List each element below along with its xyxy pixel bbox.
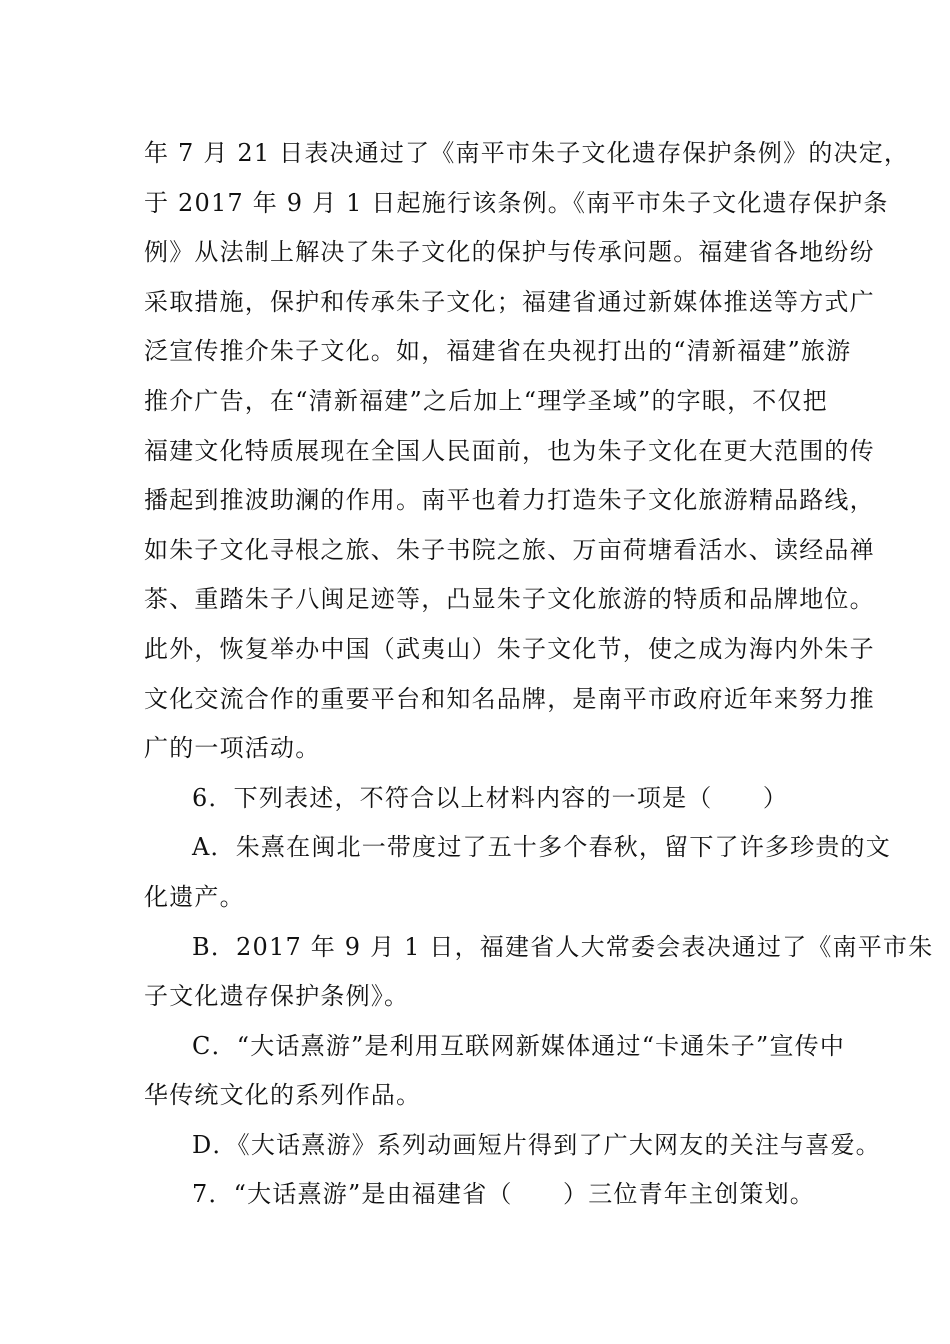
option-c-continued: 华传统文化的系列作品。 <box>144 1081 422 1110</box>
option-c: C．“大话熹游”是利用互联网新媒体通过“卡通朱子”宣传中 <box>192 1031 846 1060</box>
passage-line: 如朱子文化寻根之旅、朱子书院之旅、万亩荷塘看活水、读经品禅 <box>144 535 875 564</box>
question-6-stem: 6．下列表述，不符合以上材料内容的一项是（ ） <box>192 783 789 812</box>
passage-line: 广的一项活动。 <box>144 734 321 763</box>
option-a-continued: 化遗产。 <box>144 882 245 911</box>
option-d: D．《大话熹游》系列动画短片得到了广大网友的关注与喜爱。 <box>192 1130 881 1159</box>
passage-line: 文化交流合作的重要平台和知名品牌，是南平市政府近年来努力推 <box>144 684 875 713</box>
passage-line: 此外，恢复举办中国（武夷山）朱子文化节，使之成为海内外朱子 <box>144 634 875 663</box>
passage-line: 于 2017 年 9 月 1 日起施行该条例。《南平市朱子文化遗存保护条 <box>144 188 889 217</box>
document-content <box>144 129 934 1220</box>
passage-line: 福建文化特质展现在全国人民面前，也为朱子文化在更大范围的传 <box>144 436 875 465</box>
passage-line: 播起到推波助澜的作用。南平也着力打造朱子文化旅游精品路线， <box>144 486 875 515</box>
option-a: A．朱熹在闽北一带度过了五十多个春秋，留下了许多珍贵的文 <box>192 833 891 862</box>
passage-line: 年 7 月 21 日表决通过了《南平市朱子文化遗存保护条例》的决定， <box>144 139 910 167</box>
question-6 <box>144 774 934 1171</box>
passage-line: 采取措施，保护和传承朱子文化；福建省通过新媒体推送等方式广 <box>144 287 875 316</box>
passage-line: 例》从法制上解决了朱子文化的保护与传承问题。福建省各地纷纷 <box>144 238 875 267</box>
question-7-stem: 7．“大话熹游”是由福建省（ ）三位青年主创策划。 <box>192 1180 816 1209</box>
option-b-continued: 子文化遗存保护条例》。 <box>144 982 410 1011</box>
passage-line: 推介广告，在“清新福建”之后加上“理学圣域”的字眼，不仅把 <box>144 386 828 415</box>
question-7 <box>144 1170 816 1220</box>
option-b: B．2017 年 9 月 1 日，福建省人大常委会表决通过了《南平市朱 <box>192 932 934 961</box>
passage-line: 茶、重踏朱子八闽足迹等，凸显朱子文化旅游的特质和品牌地位。 <box>144 585 875 614</box>
passage-paragraph <box>144 129 910 774</box>
passage-line: 泛宣传推介朱子文化。如，福建省在央视打出的“清新福建”旅游 <box>144 337 852 366</box>
